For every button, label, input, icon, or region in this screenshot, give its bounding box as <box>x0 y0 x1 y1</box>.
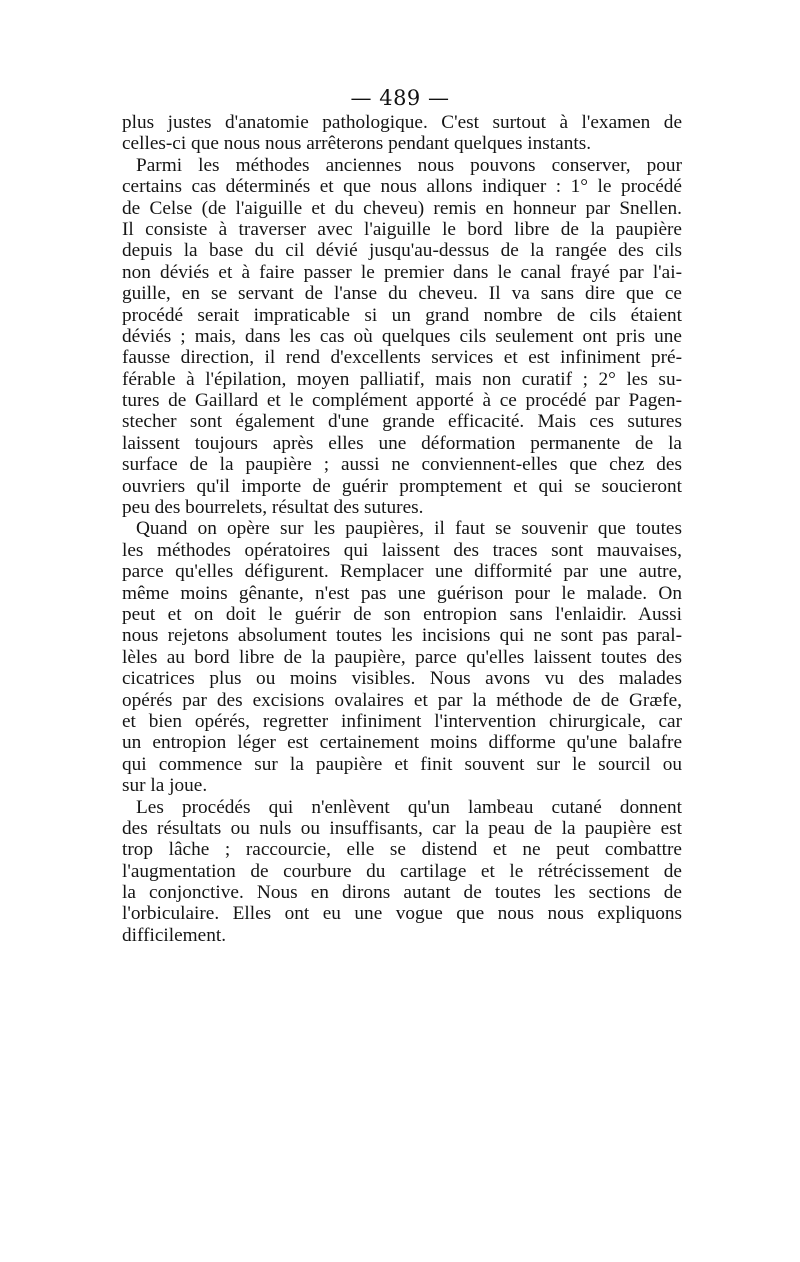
text-line: qui commence sur la paupière et finit souvent sur le sourcil ou <box>122 753 682 775</box>
text-line: peut et on doit le guérir de son entropion sans l'enlaidir. Aussi <box>122 603 682 625</box>
text-line: non déviés et à faire passer le premier dans le canal frayé par l'ai- <box>122 261 682 283</box>
page-number: — 489 — <box>350 86 450 110</box>
body-text <box>122 112 682 946</box>
text-line: laissent toujours après elles une déformation permanente de la <box>122 432 682 454</box>
text-line: de Celse (de l'aiguille et du cheveu) remis en honneur par Snellen. <box>122 197 682 219</box>
text-line: peu des bourrelets, résultat des sutures. <box>122 497 424 519</box>
text-line: surface de la paupière ; aussi ne conviennent-elles que chez des <box>122 454 682 476</box>
text-line: férable à l'épilation, moyen palliatif, mais non curatif ; 2° les su- <box>122 368 682 390</box>
text-line: Parmi les méthodes anciennes nous pouvons conserver, pour <box>136 154 682 176</box>
text-line: Il consiste à traverser avec l'aiguille le bord libre de la paupière <box>122 218 682 240</box>
text-line: stecher sont également d'une grande efficacité. Mais ces sutures <box>122 411 682 433</box>
text-line: la conjonctive. Nous en dirons autant de toutes les sections de <box>122 882 682 904</box>
text-line: l'orbiculaire. Elles ont eu une vogue que nous nous expliquons <box>122 903 682 925</box>
text-line: un entropion léger est certainement moins difforme qu'une balafre <box>122 732 682 754</box>
text-line: Les procédés qui n'enlèvent qu'un lambeau cutané donnent <box>136 796 682 818</box>
text-line: celles-ci que nous nous arrêterons pendant quelques instants. <box>122 133 592 155</box>
text-line: cicatrices plus ou moins visibles. Nous avons vu des malades <box>122 668 682 690</box>
text-line: procédé serait impraticable si un grand nombre de cils étaient <box>122 304 682 326</box>
text-line: tures de Gaillard et le complément apporté à ce procédé par Pagen- <box>122 390 682 412</box>
text-line: difficilement. <box>122 924 227 946</box>
text-line: trop lâche ; raccourcie, elle se distend et ne peut combattre <box>122 839 682 861</box>
text-line: même moins gênante, n'est pas une guérison pour le malade. On <box>122 582 682 604</box>
text-line: parce qu'elles défigurent. Remplacer une difformité par une autre, <box>122 561 682 583</box>
text-line: ouvriers qu'il importe de guérir promptement et qui se soucieront <box>122 475 682 497</box>
text-line: sur la joue. <box>122 775 208 797</box>
text-line: fausse direction, il rend d'excellents services et est infiniment pré- <box>122 347 682 369</box>
text-line: depuis la base du cil dévié jusqu'au-dessus de la rangée des cils <box>122 240 682 262</box>
text-line: guille, en se servant de l'anse du cheveu. Il va sans dire que ce <box>122 283 682 305</box>
text-line: certains cas déterminés et que nous allons indiquer : 1° le procédé <box>122 176 682 198</box>
text-line: déviés ; mais, dans les cas où quelques cils seulement ont pris une <box>122 325 682 347</box>
text-line: les méthodes opératoires qui laissent des traces sont mauvaises, <box>122 539 682 561</box>
text-line: des résultats ou nuls ou insuffisants, car la peau de la paupière est <box>122 817 682 839</box>
text-line: plus justes d'anatomie pathologique. C'est surtout à l'examen de <box>122 112 682 133</box>
text-line: nous rejetons absolument toutes les incisions qui ne sont pas paral- <box>122 625 682 647</box>
text-line: Quand on opère sur les paupières, il faut se souvenir que toutes <box>136 518 682 540</box>
text-line: lèles au bord libre de la paupière, parce qu'elles laissent toutes des <box>122 646 682 668</box>
text-line: opérés par des excisions ovalaires et par la méthode de de Græfe, <box>122 689 682 711</box>
text-line: et bien opérés, regretter infiniment l'intervention chirurgicale, car <box>122 710 682 732</box>
text-line: l'augmentation de courbure du cartilage et le rétrécissement de <box>122 860 682 882</box>
